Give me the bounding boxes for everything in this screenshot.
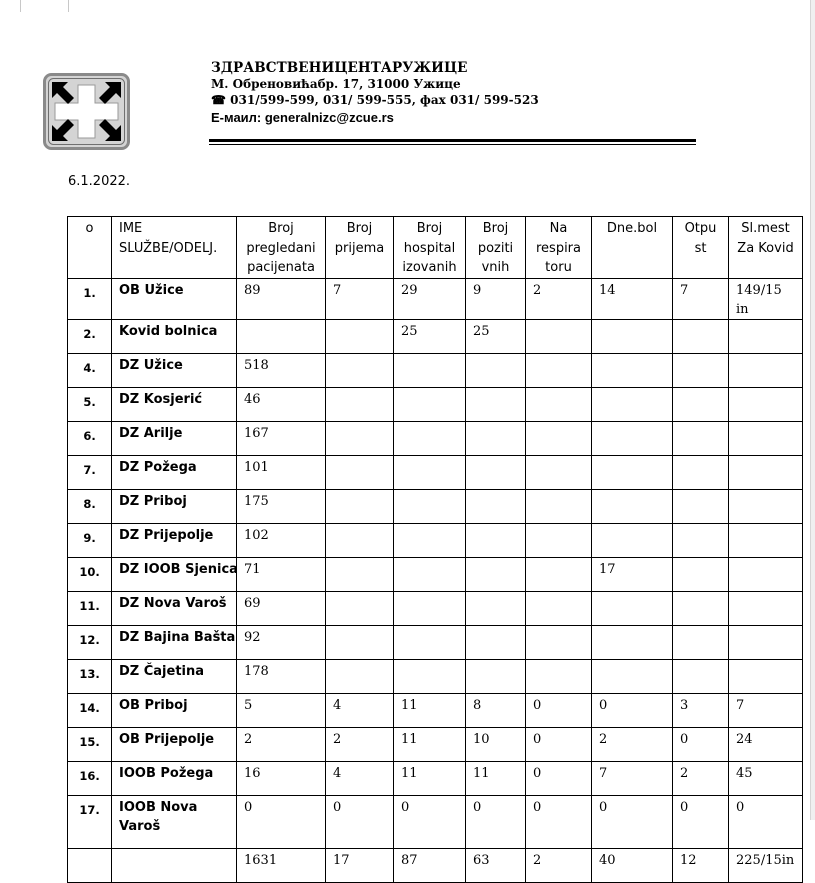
department-name-cell: DZ Kosjerić [112,387,237,421]
value-cell: 25 [394,319,466,353]
value-cell [526,625,592,659]
department-name-cell: DZ Prijepolje [112,523,237,557]
value-cell [394,625,466,659]
phone-numbers: 031/599-599, 031/ 599-555, фах 031/ 599-523 [230,93,539,107]
value-cell [729,353,803,387]
value-cell: 0 [592,795,673,848]
value-cell [729,523,803,557]
department-name-cell: DZ Čajetina [112,659,237,693]
department-name-cell: OB Priboj [112,693,237,727]
table-row [68,523,803,557]
value-cell: 11 [394,727,466,761]
value-cell [466,421,526,455]
value-cell [326,523,394,557]
value-cell: 17 [592,557,673,591]
value-cell [592,387,673,421]
value-cell: 178 [237,659,326,693]
table-row [68,319,803,353]
value-cell [729,659,803,693]
value-cell [466,591,526,625]
value-cell [326,319,394,353]
department-name-cell: DZ Požega [112,455,237,489]
department-name-cell: OB Prijepolje [112,727,237,761]
row-number-cell: 11. [68,591,112,625]
value-cell: 0 [526,727,592,761]
value-cell [394,421,466,455]
report-table [67,216,803,883]
row-number-cell: 8. [68,489,112,523]
table-row [68,387,803,421]
value-cell: 0 [592,693,673,727]
value-cell [729,319,803,353]
value-cell [592,455,673,489]
value-cell: 92 [237,625,326,659]
value-cell [466,455,526,489]
value-cell [592,659,673,693]
table-row [68,625,803,659]
row-number-cell: 4. [68,353,112,387]
table-row [68,761,803,795]
value-cell: 25 [466,319,526,353]
table-header-row [68,217,803,279]
value-cell [526,659,592,693]
value-cell: 0 [466,795,526,848]
value-cell [729,489,803,523]
value-cell [673,591,729,625]
value-cell [729,455,803,489]
row-number-cell [68,848,112,882]
column-header: Broj hospital izovanih [394,217,466,279]
value-cell: 2 [326,727,394,761]
value-cell: 518 [237,353,326,387]
table-row [68,353,803,387]
value-cell [394,489,466,523]
value-cell [326,455,394,489]
row-number-cell: 15. [68,727,112,761]
row-number-cell: 7. [68,455,112,489]
value-cell: 12 [673,848,729,882]
margin-mark-right [68,0,69,12]
value-cell [394,523,466,557]
value-cell: 2 [526,278,592,319]
document-date: 6.1.2022. [68,174,131,189]
value-cell [326,353,394,387]
value-cell: 14 [592,278,673,319]
value-cell: 24 [729,727,803,761]
value-cell [237,319,326,353]
value-cell [466,523,526,557]
table-row [68,693,803,727]
table-totals-row [68,848,803,882]
table-body [68,278,803,882]
row-number-cell: 6. [68,421,112,455]
value-cell: 11 [394,693,466,727]
value-cell [592,625,673,659]
column-header: Dne.bol [592,217,673,279]
value-cell [326,557,394,591]
table-row [68,795,803,848]
table-row [68,278,803,319]
value-cell: 0 [237,795,326,848]
department-name-cell [112,848,237,882]
value-cell: 4 [326,761,394,795]
value-cell [673,353,729,387]
value-cell [526,591,592,625]
table-row [68,455,803,489]
row-number-cell: 14. [68,693,112,727]
value-cell: 40 [592,848,673,882]
value-cell: 45 [729,761,803,795]
table-row [68,659,803,693]
value-cell: 175 [237,489,326,523]
value-cell: 16 [237,761,326,795]
value-cell: 7 [592,761,673,795]
value-cell: 71 [237,557,326,591]
organization-name: ЗДРАВСТВЕНИЦЕНТАРУЖИЦЕ [211,60,468,76]
value-cell [326,591,394,625]
value-cell [526,353,592,387]
value-cell [673,489,729,523]
department-name-cell: DZ Nova Varoš [112,591,237,625]
value-cell [326,625,394,659]
value-cell: 167 [237,421,326,455]
table-row [68,421,803,455]
value-cell [466,557,526,591]
column-header: Sl.mest Za Kovid [729,217,803,279]
row-number-cell: 10. [68,557,112,591]
value-cell [526,523,592,557]
value-cell [394,659,466,693]
medical-cross-logo-icon [43,73,130,150]
value-cell [526,319,592,353]
value-cell: 9 [466,278,526,319]
value-cell [592,421,673,455]
value-cell [466,489,526,523]
value-cell: 29 [394,278,466,319]
telephone-icon: ☎ [211,93,226,107]
value-cell: 11 [466,761,526,795]
margin-mark-left [20,0,21,12]
value-cell [394,455,466,489]
value-cell: 63 [466,848,526,882]
value-cell: 2 [526,848,592,882]
value-cell: 8 [466,693,526,727]
organization-email: Е-маил: generalnizc@zcue.rs [211,110,394,125]
value-cell [729,625,803,659]
value-cell [526,489,592,523]
department-name-cell: OB Užice [112,278,237,319]
department-name-cell: IOOB Nova Varoš [112,795,237,848]
letterhead-rule-thin [209,144,696,145]
value-cell [394,353,466,387]
value-cell [673,523,729,557]
value-cell [326,387,394,421]
value-cell: 2 [592,727,673,761]
value-cell: 102 [237,523,326,557]
value-cell: 89 [237,278,326,319]
value-cell [673,387,729,421]
value-cell: 0 [394,795,466,848]
value-cell [592,489,673,523]
column-header: o [68,217,112,279]
value-cell [673,421,729,455]
value-cell [673,659,729,693]
value-cell: 17 [326,848,394,882]
value-cell [526,387,592,421]
value-cell [466,353,526,387]
department-name-cell: DZ IOOB Sjenica [112,557,237,591]
value-cell: 2 [673,761,729,795]
department-name-cell: DZ Priboj [112,489,237,523]
row-number-cell: 9. [68,523,112,557]
value-cell: 0 [729,795,803,848]
value-cell [466,659,526,693]
value-cell [729,387,803,421]
page-edge [810,0,815,820]
column-header: Broj prijema [326,217,394,279]
organization-phone [211,92,701,108]
value-cell [592,523,673,557]
value-cell [673,319,729,353]
value-cell [326,489,394,523]
value-cell [326,421,394,455]
value-cell [729,557,803,591]
value-cell [394,557,466,591]
row-number-cell: 13. [68,659,112,693]
value-cell: 10 [466,727,526,761]
value-cell [729,421,803,455]
value-cell [592,319,673,353]
row-number-cell: 16. [68,761,112,795]
table-row [68,557,803,591]
value-cell: 4 [326,693,394,727]
value-cell [526,421,592,455]
value-cell: 7 [729,693,803,727]
value-cell: 46 [237,387,326,421]
letterhead-rule-thick [209,139,696,142]
value-cell: 87 [394,848,466,882]
value-cell: 69 [237,591,326,625]
value-cell: 0 [326,795,394,848]
department-name-cell: DZ Arilje [112,421,237,455]
value-cell: 0 [526,795,592,848]
value-cell [394,387,466,421]
value-cell [592,353,673,387]
value-cell [326,659,394,693]
value-cell [394,591,466,625]
column-header: Broj pregledani pacijenata [237,217,326,279]
row-number-cell: 2. [68,319,112,353]
value-cell: 225/15in [729,848,803,882]
row-number-cell: 1. [68,278,112,319]
column-header: Broj poziti vnih [466,217,526,279]
column-header: IME SLUŽBE/ODELJ. [112,217,237,279]
column-header: Na respira toru [526,217,592,279]
value-cell [466,625,526,659]
department-name-cell: DZ Bajina Bašta [112,625,237,659]
department-name-cell: Kovid bolnica [112,319,237,353]
table-row [68,489,803,523]
value-cell: 1631 [237,848,326,882]
value-cell: 3 [673,693,729,727]
table-row [68,591,803,625]
row-number-cell: 17. [68,795,112,848]
value-cell: 149/15 in [729,278,803,319]
letterhead [211,60,701,127]
value-cell [526,455,592,489]
value-cell: 101 [237,455,326,489]
value-cell [526,557,592,591]
value-cell: 0 [526,693,592,727]
value-cell [729,591,803,625]
value-cell: 5 [237,693,326,727]
value-cell: 7 [673,278,729,319]
value-cell [673,557,729,591]
value-cell: 0 [673,795,729,848]
department-name-cell: IOOB Požega [112,761,237,795]
value-cell [466,387,526,421]
row-number-cell: 12. [68,625,112,659]
value-cell [673,455,729,489]
department-name-cell: DZ Užice [112,353,237,387]
value-cell: 0 [673,727,729,761]
value-cell [592,591,673,625]
row-number-cell: 5. [68,387,112,421]
value-cell: 11 [394,761,466,795]
value-cell [673,625,729,659]
organization-address: М. Обреновићабр. 17, 31000 Ужице [211,77,461,91]
column-header: Otpu st [673,217,729,279]
value-cell: 7 [326,278,394,319]
table-row [68,727,803,761]
value-cell: 0 [526,761,592,795]
value-cell: 2 [237,727,326,761]
